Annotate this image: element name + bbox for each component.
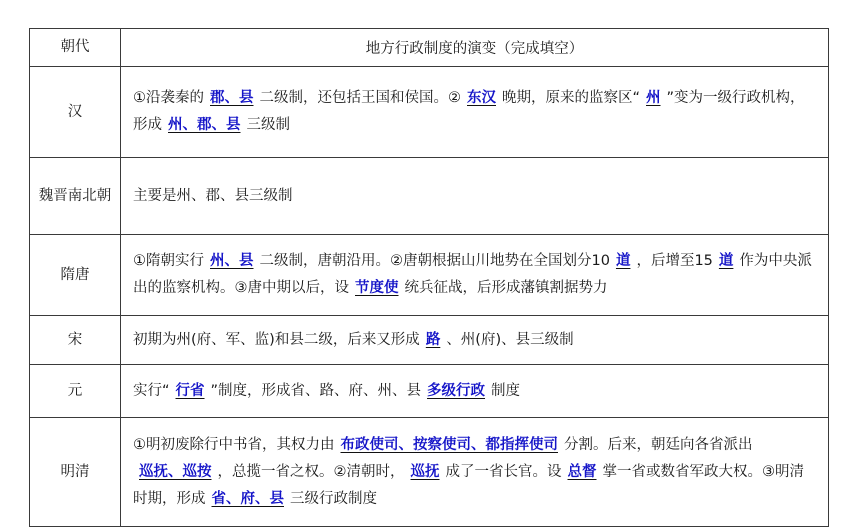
fill-answer: 道 — [615, 253, 631, 269]
fill-answer: 东汉 — [467, 90, 496, 106]
content-cell — [121, 365, 829, 418]
fill-answer: 路 — [425, 331, 441, 348]
text: 掌一省或数省军政大权。③明清时期，形成 — [133, 463, 804, 507]
text: 实行“ — [133, 382, 170, 399]
fill-answer: 州、郡、县 — [168, 117, 241, 133]
header-era: 朝代 — [30, 29, 121, 67]
text: ”制度，形成省、路、府、州、县 — [210, 382, 422, 399]
text: 二级制，唐朝沿用。②唐朝根据山川地势在全国划分10 — [259, 253, 610, 269]
fill-answer: 州 — [646, 90, 661, 106]
era-cell: 明清 — [30, 418, 121, 527]
text: ①明初废除行中书省，其权力由 — [133, 436, 335, 453]
table-row — [30, 235, 829, 316]
header-topic: 地方行政制度的演变（完成填空） — [121, 29, 829, 67]
text: ，总揽一省之权。②清朝时， — [217, 463, 405, 480]
table-row — [30, 316, 829, 365]
fill-answer: 多级行政 — [427, 382, 486, 399]
fill-answer: 行省 — [175, 382, 205, 399]
fill-answer: 节度使 — [355, 280, 399, 296]
text: 统兵征战，后形成藩镇割据势力 — [404, 280, 608, 296]
text: 三级行政制度 — [290, 490, 377, 507]
text: 二级制，还包括王国和侯国。② — [259, 90, 461, 106]
evolution-table — [29, 28, 829, 527]
era-cell: 隋唐 — [30, 235, 121, 316]
text: ”变为一级行政机构，形成 — [133, 90, 805, 133]
content-cell: 主要是州、郡、县三级制 — [121, 158, 829, 235]
fill-answer: 布政使司、按察使司、都指挥使司 — [340, 436, 558, 453]
table-row — [30, 67, 829, 158]
content-cell — [121, 418, 829, 527]
era-cell: 宋 — [30, 316, 121, 365]
text: 制度 — [491, 382, 521, 399]
text: 分割。后来，朝廷向各省派出 — [564, 436, 753, 453]
era-cell: 元 — [30, 365, 121, 418]
fill-answer: 道 — [718, 253, 734, 269]
fill-answer: 省、府、县 — [211, 490, 284, 507]
text: ①隋朝实行 — [133, 253, 204, 269]
fill-answer: 总督 — [567, 463, 597, 480]
content-cell — [121, 316, 829, 365]
fill-answer: 郡、县 — [210, 90, 254, 106]
text: 三级制 — [246, 117, 290, 133]
content-cell — [121, 235, 829, 316]
text: 作为中央派出的监察机构。③唐中期以后，设 — [133, 253, 812, 296]
text: 、州(府)、县三级制 — [446, 331, 574, 348]
table-row — [30, 418, 829, 527]
fill-answer: 巡抚 — [410, 463, 440, 480]
text: 初期为州(府、军、监)和县二级，后来又形成 — [133, 331, 420, 348]
content-cell — [121, 67, 829, 158]
fill-answer: 巡抚、巡按 — [139, 463, 212, 480]
era-cell: 汉 — [30, 67, 121, 158]
text: 成了一省长官。设 — [445, 463, 562, 480]
fill-answer: 州、县 — [210, 253, 254, 269]
text: ，后增至15 — [636, 253, 713, 269]
table-row — [30, 365, 829, 418]
header-row — [30, 29, 829, 67]
text: ①沿袭秦的 — [133, 90, 204, 106]
table-row — [30, 158, 829, 235]
text: 晚期，原来的监察区“ — [502, 90, 641, 106]
era-cell: 魏晋南北朝 — [30, 158, 121, 235]
